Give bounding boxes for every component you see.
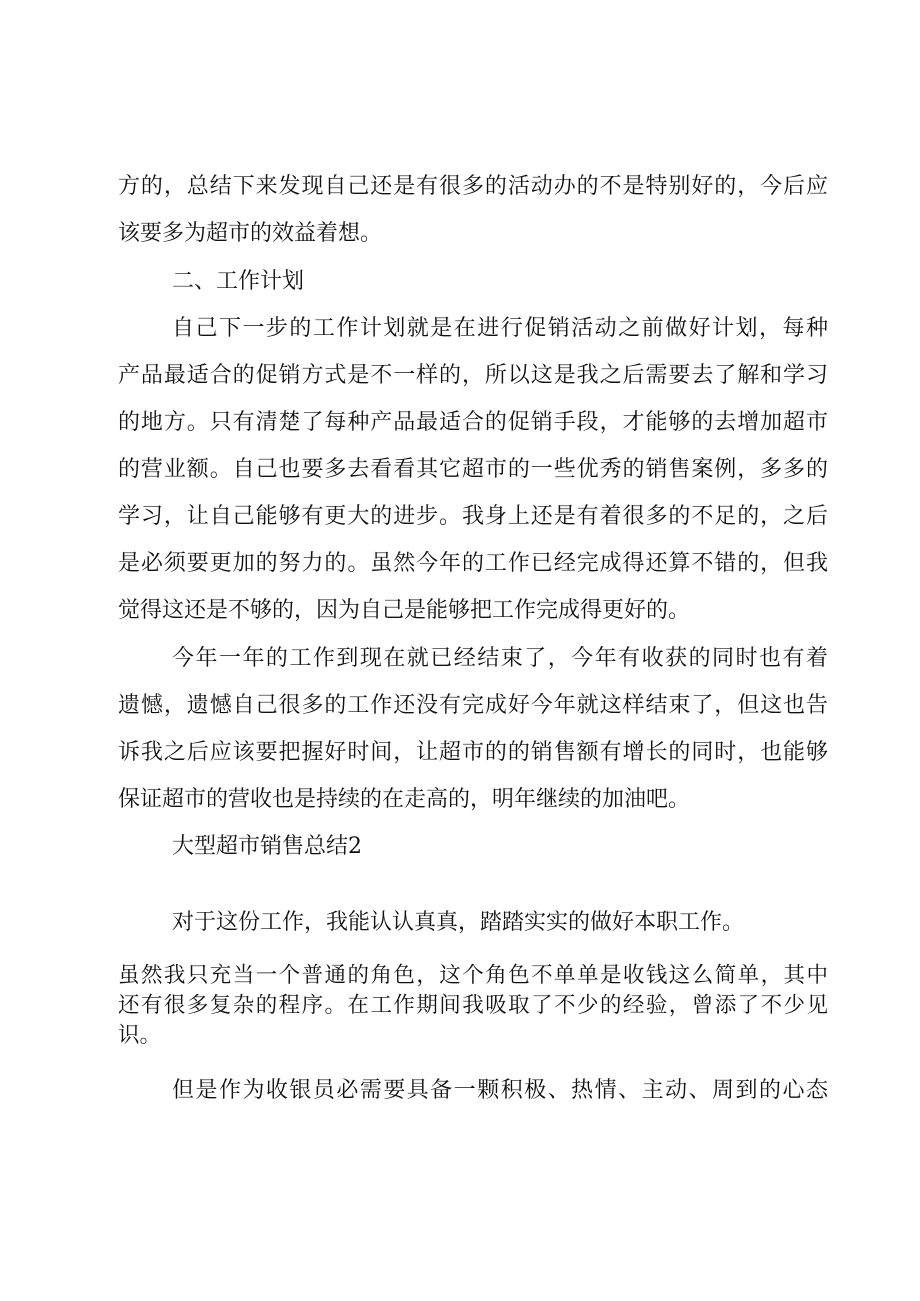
text-line-5: 产品最适合的促销方式是不一样的，所以这是我之后需要去了解和学习 — [118, 363, 828, 388]
text-line-16: 对于这份工作，我能认认真真，踏踏实实的做好本职工作。 — [172, 910, 745, 935]
text-line-18: 还有很多复杂的程序。在工作期间我吸取了不少的经验，曾添了不少见 — [118, 993, 828, 1018]
text-line-8: 学习，让自己能够有更大的进步。我身上还是有着很多的不足的，之后 — [118, 504, 828, 529]
text-line-13: 诉我之后应该要把握好时间，让超市的的销售额有增长的同时，也能够 — [118, 740, 828, 765]
text-line-20: 但是作为收银员必需要具备一颗积极、热情、主动、周到的心态 — [172, 1078, 828, 1103]
document-subtitle: 大型超市销售总结2 — [172, 834, 362, 859]
text-line-10: 觉得这还是不够的，因为自己是能够把工作完成得更好的。 — [118, 598, 691, 623]
text-line-4: 自己下一步的工作计划就是在进行促销活动之前做好计划，每种 — [172, 316, 828, 341]
text-line-11: 今年一年的工作到现在就已经结束了，今年有收获的同时也有着 — [172, 646, 828, 671]
text-line-2: 该要多为超市的效益着想。 — [118, 221, 383, 246]
text-line-17: 虽然我只充当一个普通的角色，这个角色不单单是收钱这么简单，其中 — [118, 963, 828, 988]
text-line-14: 保证超市的营收也是持续的在走高的，明年继续的加油吧。 — [118, 787, 691, 812]
section-heading-work-plan: 二、工作计划 — [172, 269, 305, 294]
text-line-9: 是必须要更加的努力的。虽然今年的工作已经完成得还算不错的，但我 — [118, 551, 828, 576]
text-line-19: 识。 — [118, 1023, 162, 1048]
text-line-1: 方的，总结下来发现自己还是有很多的活动办的不是特别好的，今后应 — [118, 174, 828, 199]
text-line-7: 的营业额。自己也要多去看看其它超市的一些优秀的销售案例，多多的 — [118, 457, 828, 482]
text-line-6: 的地方。只有清楚了每种产品最适合的促销手段，才能够的去增加超市 — [118, 410, 828, 435]
text-line-12: 遗憾，遗憾自己很多的工作还没有完成好今年就这样结束了，但这也告 — [118, 693, 828, 718]
